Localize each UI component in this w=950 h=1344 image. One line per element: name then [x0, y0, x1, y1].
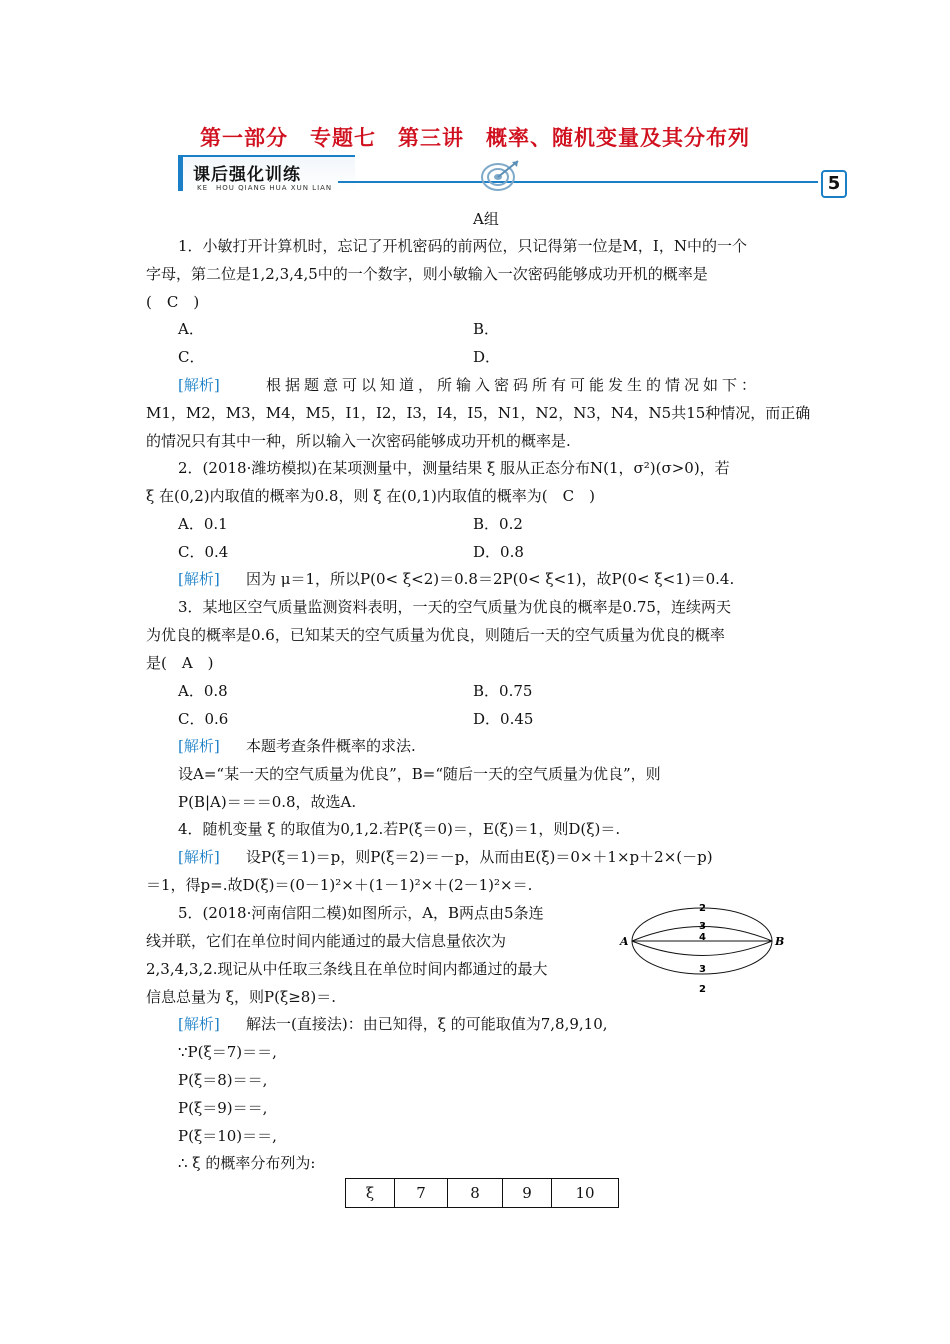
- page-number-badge: 5: [821, 170, 847, 198]
- banner-label-box: [178, 155, 355, 191]
- table-cell-9: 9: [503, 1179, 552, 1208]
- q5-solution-5: P(ξ＝10)＝＝,: [178, 1127, 277, 1145]
- q3-option-c: C．0.6: [178, 710, 229, 728]
- q1-option-b: B．: [473, 320, 500, 338]
- q4-line-1: 4．随机变量 ξ 的取值为0,1,2.若P(ξ＝0)＝，E(ξ)＝1，则D(ξ)＝.: [178, 820, 621, 838]
- q1-line-1: 1．小敏打开计算机时，忘记了开机密码的前两位，只记得第一位是M，I，N中的一个: [178, 237, 747, 255]
- table-cell-10: 10: [552, 1179, 619, 1208]
- page-title: 第一部分 专题七 第三讲 概率、随机变量及其分布列: [200, 126, 750, 150]
- parallel-lines-diagram: [617, 900, 787, 1000]
- q5-solution-3: P(ξ＝8)＝＝,: [178, 1071, 268, 1089]
- diagram-cap-3: 4: [699, 932, 706, 943]
- q3-line-1: 3．某地区空气质量监测资料表明，一天的空气质量为优良的概率是0.75，连续两天: [178, 598, 731, 616]
- diagram-cap-5: 2: [699, 984, 706, 995]
- q4-solution-tag: [解析]: [178, 848, 220, 866]
- banner-pinyin: KE HOU QIANG HUA XUN LIAN: [197, 184, 333, 192]
- q1-option-a: A．: [178, 320, 204, 338]
- q3-line-3: 是( A ): [146, 654, 214, 672]
- q2-solution-1: 因为 μ＝1，所以P(0< ξ<2)＝0.8＝2P(0< ξ<1)，故P(0< ξ<1)＝0.4.: [246, 570, 735, 588]
- q2-option-d: D．0.8: [473, 543, 524, 561]
- q3-solution-2: 设A=“某一天的空气质量为优良”，B=“随后一天的空气质量为优良”，则: [178, 765, 661, 783]
- q5-solution-2: ∵P(ξ＝7)＝＝,: [178, 1043, 277, 1061]
- q1-option-c: C．: [178, 348, 205, 366]
- q3-solution-1: 本题考查条件概率的求法.: [246, 737, 416, 755]
- q5-line-1: 5．(2018·河南信阳二模)如图所示，A，B两点由5条连: [178, 904, 544, 922]
- q5-solution-1: 解法一(直接法)：由已知得，ξ 的可能取值为7,8,9,10,: [246, 1015, 608, 1033]
- q5-line-2: 线并联，它们在单位时间内能通过的最大信息量依次为: [146, 932, 507, 950]
- q1-option-d: D．: [473, 348, 501, 366]
- group-heading: A组: [473, 210, 499, 228]
- q5-solution-tag: [解析]: [178, 1015, 220, 1033]
- q1-line-2: 字母，第二位是1,2,3,4,5中的一个数字，则小敏输入一次密码能够成功开机的概率是: [146, 265, 708, 283]
- banner-main-text: 课后强化训练: [193, 165, 301, 185]
- target-icon: [478, 157, 522, 193]
- q1-answer: ( C ): [146, 293, 200, 311]
- q2-solution-tag: [解析]: [178, 570, 220, 588]
- q3-solution-3: P(B|A)＝＝＝0.8，故选A.: [178, 793, 357, 811]
- q2-option-c: C．0.4: [178, 543, 229, 561]
- table-row: [346, 1179, 619, 1208]
- q5-line-3: 2,3,4,3,2.现记从中任取三条线且在单位时间内都通过的最大: [146, 960, 548, 978]
- q3-option-a: A．0.8: [178, 682, 228, 700]
- table-cell-8: 8: [448, 1179, 503, 1208]
- q3-solution-tag: [解析]: [178, 737, 220, 755]
- q3-option-b: B．0.75: [473, 682, 533, 700]
- diagram-label-a: A: [620, 935, 629, 948]
- q2-line-2: ξ 在(0,2)内取值的概率为0.8，则 ξ 在(0,1)内取值的概率为( C ): [146, 487, 595, 505]
- q4-solution-2: ＝1，得p=.故D(ξ)＝(0－1)²×＋(1－1)²×＋(2－1)²×＝.: [146, 876, 533, 894]
- distribution-table: [345, 1178, 619, 1208]
- diagram-cap-1: 2: [699, 903, 706, 914]
- q5-line-4: 信息总量为 ξ，则P(ξ≥8)＝.: [146, 988, 336, 1006]
- q5-solution-4: P(ξ＝9)＝＝,: [178, 1099, 268, 1117]
- q3-option-d: D．0.45: [473, 710, 534, 728]
- q5-solution-6: ∴ ξ 的概率分布列为:: [178, 1154, 316, 1172]
- table-cell-7: 7: [395, 1179, 448, 1208]
- diagram-cap-2: 3: [699, 921, 706, 932]
- q2-line-1: 2．(2018·潍坊模拟)在某项测量中，测量结果 ξ 服从正态分布N(1，σ²)(σ>0)，若: [178, 459, 730, 477]
- q1-solution-1: 根据题意可以知道，所输入密码所有可能发生的情况如下：: [266, 376, 761, 394]
- table-cell-xi: ξ: [346, 1179, 395, 1208]
- q1-solution-3: 的情况只有其中一种，所以输入一次密码能够成功开机的概率是.: [146, 432, 571, 450]
- q1-solution-2: M1，M2，M3，M4，M5，I1，I2，I3，I4，I5，N1，N2，N3，N4，N5共15种情况，而正确: [146, 404, 811, 422]
- q2-option-b: B．0.2: [473, 515, 523, 533]
- q1-solution-tag: [解析]: [178, 376, 220, 394]
- diagram-label-b: B: [775, 935, 785, 948]
- banner-rule: [338, 181, 818, 183]
- q2-option-a: A．0.1: [178, 515, 228, 533]
- diagram-cap-4: 3: [699, 964, 706, 975]
- section-banner: [178, 155, 850, 199]
- q3-line-2: 为优良的概率是0.6，已知某天的空气质量为优良，则随后一天的空气质量为优良的概率: [146, 626, 725, 644]
- q4-solution-1: 设P(ξ＝1)＝p，则P(ξ＝2)＝－p，从而由E(ξ)＝0×＋1×p＋2×(－p): [246, 848, 713, 866]
